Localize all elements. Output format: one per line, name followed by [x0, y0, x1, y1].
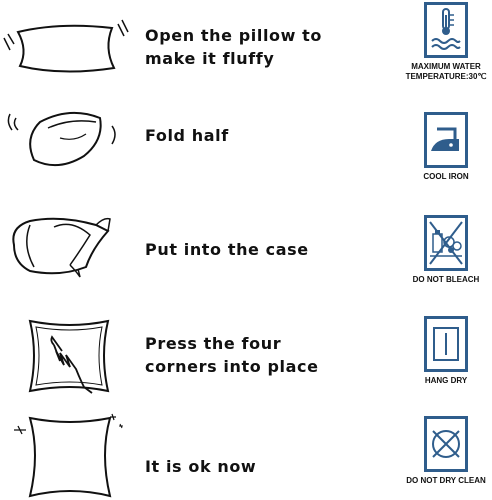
pillow-case-icon — [0, 205, 130, 285]
step-4-text — [145, 332, 319, 378]
care-hang-dry — [400, 316, 492, 386]
step-5-line-1: It is ok now — [145, 457, 257, 476]
step-2-text — [145, 124, 229, 147]
iron-icon — [424, 112, 468, 168]
step-1-line-2: make it fluffy — [145, 49, 275, 68]
care-label-no-bleach: DO NOT BLEACH — [412, 275, 480, 284]
step-3-illustration — [0, 205, 130, 285]
step-5-text — [145, 455, 256, 478]
step-5-illustration — [0, 410, 130, 500]
care-label-no-dry-clean: DO NOT DRY CLEAN — [406, 476, 486, 485]
care-label-hang-dry: HANG DRY — [424, 376, 468, 385]
care-no-dry-clean — [400, 416, 492, 486]
step-1-illustration — [0, 10, 130, 80]
step-1-text — [145, 24, 322, 70]
step-1-line-1: Open the pillow to — [145, 26, 323, 45]
thermometer-water-icon — [424, 2, 468, 58]
hand-press-icon — [0, 315, 130, 395]
care-label-line-1: MAXIMUM WATER — [411, 62, 481, 71]
no-bleach-icon — [424, 215, 468, 271]
no-dry-clean-icon — [424, 416, 468, 472]
hang-dry-icon — [424, 316, 468, 372]
step-3-text — [145, 238, 309, 261]
step-4-line-2: corners into place — [145, 357, 319, 376]
care-no-bleach — [400, 215, 492, 285]
step-2-line-1: Fold half — [145, 126, 229, 145]
care-label-max-water-temp — [400, 62, 492, 82]
care-cool-iron — [400, 112, 492, 182]
pillow-fold-icon — [0, 98, 130, 178]
step-4-line-1: Press the four — [145, 334, 282, 353]
pillow-open-icon — [0, 10, 130, 80]
step-3-line-1: Put into the case — [145, 240, 309, 259]
pillow-done-icon — [0, 410, 130, 500]
care-label-cool-iron: COOL IRON — [423, 172, 469, 181]
step-2-illustration — [0, 98, 130, 178]
care-max-water-temp — [400, 2, 492, 82]
step-4-illustration — [0, 315, 130, 395]
care-label-line-2: TEMPERATURE:30℃ — [405, 72, 487, 81]
